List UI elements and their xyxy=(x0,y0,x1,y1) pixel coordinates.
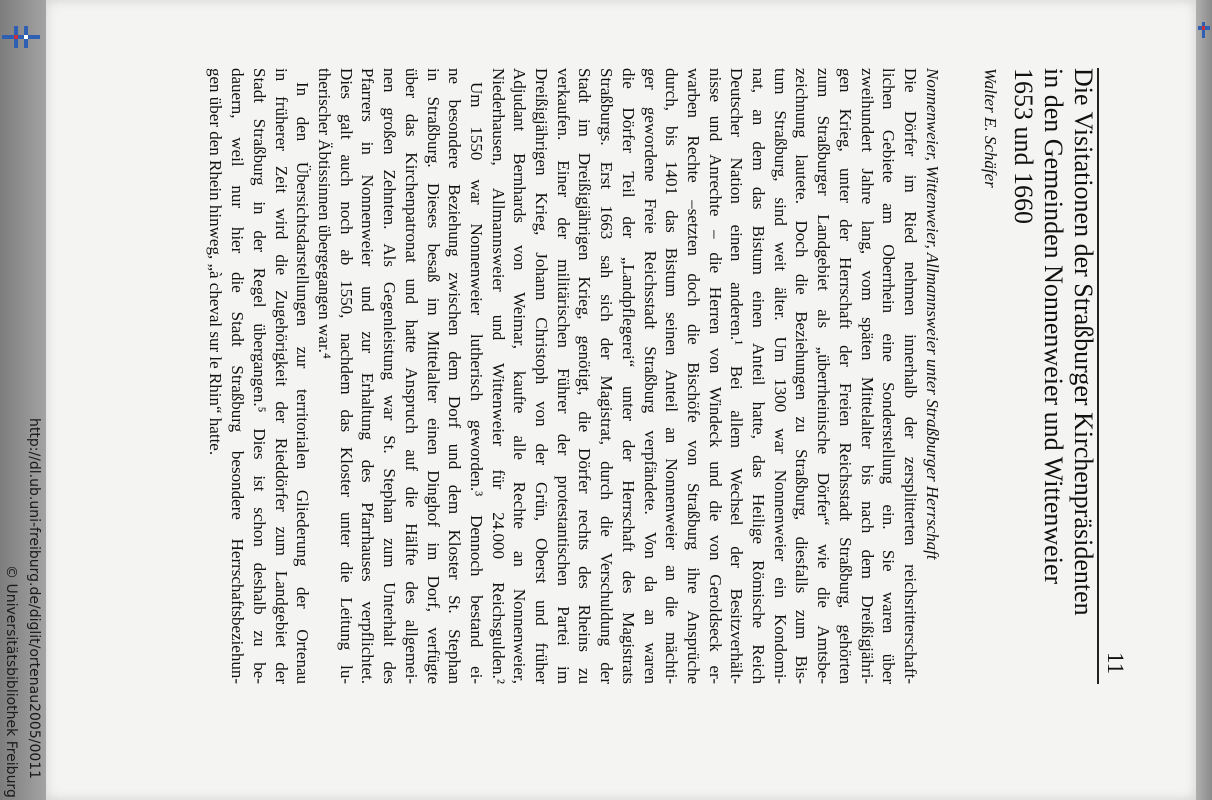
body-line: zum Straßburger Landgebiet als „überrheinische Dörfer“ wie die Amtsbe- xyxy=(814,68,834,684)
title-line: 1653 und 1660 xyxy=(1009,68,1038,224)
body-line: Stadt im Dreißigjährigen Krieg, genötigt, die Dörfer rechts des Rheins zu xyxy=(575,68,595,684)
body-line: gen über den Rhein hinweg, „à cheval sur le Rhin“ hatte. xyxy=(206,68,226,456)
right-margin xyxy=(1196,0,1212,800)
copyright-notice: © Universitätsbibliothek Freiburg xyxy=(3,565,19,798)
body-line: therischer Äbtissinnen übergegangen war.⁴ xyxy=(315,68,335,359)
body-line: In den Übersichtsdarstellungen zur territorialen Gliederung der Ortenau xyxy=(293,82,313,684)
body-line: tum Straßburg, sind weit älter. Um 1300 war Nonnenweier ein Kondomi- xyxy=(770,68,790,684)
body-line: durch, bis 1401 das Bistum seinen Anteil an Nonnenweier an die mächti- xyxy=(662,68,682,684)
title-line: in den Gemeinden Nonnenweier und Wittenweier xyxy=(1039,68,1068,585)
body-line: ne besondere Beziehung zwischen dem Dorf und dem Kloster St. Stephan xyxy=(445,68,465,684)
body-line: nisse und Anrechte – die Herren von Windeck und die von Geroldseck er- xyxy=(705,68,725,684)
body-line: Dies galt auch noch ab 1550, nachdem das Kloster unter die Leitung lu- xyxy=(336,68,356,684)
article-title xyxy=(1008,68,1098,688)
body-line: zeichnung lautete. Doch die Beziehungen zu Straßburg, diesfalls zum Bis- xyxy=(792,68,812,684)
body-line: Stadt Straßburg in der Regel übergangen.⁵ Dies ist schon deshalb zu be- xyxy=(249,68,269,684)
body-line: Dreißigjährigen Krieg, Johann Christoph von der Grün, Oberst und früher xyxy=(532,68,552,684)
library-logo-icon xyxy=(1198,22,1210,38)
source-url[interactable]: http://dl.ub.uni-freiburg.de/diglit/ortenau2005/0011 xyxy=(26,418,42,780)
article-author: Walter E. Schäfer xyxy=(981,68,1000,188)
body-line: nen großen Zehnten. Als Gegenleistung war St. Stephan zum Unterhalt des xyxy=(380,68,400,684)
body-line: Pfarrers in Nonnenweier und zur Erhaltung des Pfarrhauses verpflichtet. xyxy=(358,68,378,684)
body-line: Niederhausen, Allmannsweier und Wittenweier für 24.000 Reichsgulden.² xyxy=(488,68,508,684)
body-line: nat, an dem das Bistum einen Anteil hatte, das Heilige Römische Reich xyxy=(749,68,769,684)
body-line: in früherer Zeit wird die Zugehörigkeit der Rieddörfer zum Landgebiet der xyxy=(271,68,291,684)
article-body xyxy=(205,68,921,684)
body-line: lichen Gebiete am Oberrhein eine Sonderstellung ein. Sie waren über xyxy=(879,68,899,684)
body-line: Die Dörfer im Ried nehmen innerhalb der zersplitterten reichsritterschaft- xyxy=(901,68,920,684)
body-line: in Straßburg. Dieses besaß im Mittelalter einen Dinghof im Dorf, verfügte xyxy=(423,68,443,684)
body-line: über das Kirchenpatronat und hatte Anspruch auf die Hälfte des allgemei- xyxy=(401,68,421,684)
body-line: gen Krieg, unter der Herrschaft der Freien Reichsstadt Straßburg, gehörten xyxy=(835,68,855,684)
body-line: Adjudant Bernhards von Weimar, kaufte alle Rechte an Nonnenweier, xyxy=(510,68,530,684)
body-line: dauern, weil nur hier die Stadt Straßburg besondere Herrschaftsbeziehun- xyxy=(228,68,248,684)
section-heading: Nonnenweier, Wittenweier, Allmannsweier unter Straßburger Herrschaft xyxy=(923,68,942,560)
page-content xyxy=(46,0,1196,800)
url-strip xyxy=(22,0,46,800)
page-number: 11 xyxy=(1103,652,1128,675)
title-line: Die Visitationen der Straßburger Kirchenpräsidenten xyxy=(1069,68,1098,616)
body-line: Deutscher Nation einen anderen.¹ Bei allem Wechsel der Besitzverhält- xyxy=(727,68,747,684)
body-line: ger gewordene Freie Reichsstadt Straßburg verpfändete. Von da an waren xyxy=(640,68,660,684)
body-line: Um 1550 war Nonnenweier lutherisch geworden.³ Dennoch bestand ei- xyxy=(466,82,486,684)
document-page xyxy=(46,0,1196,800)
body-line: Straßburgs. Erst 1663 sah sich der Magistrat, durch die Verschuldung der xyxy=(597,68,617,684)
body-line: zweihundert Jahre lang, vom späten Mittelalter bis nach dem Dreißigjähri- xyxy=(857,68,877,684)
body-line: warben Rechte –setzten doch die Bischöfe von Straßburg ihre Ansprüche xyxy=(683,68,703,684)
body-line: verkaufen. Einer der militärischen Führer der protestantischen Partei im xyxy=(553,68,573,684)
body-line: die Dörfer Teil der „Landpflegerei“ unter der Herrschaft des Magistrats xyxy=(618,68,638,684)
copyright-strip xyxy=(0,0,22,800)
